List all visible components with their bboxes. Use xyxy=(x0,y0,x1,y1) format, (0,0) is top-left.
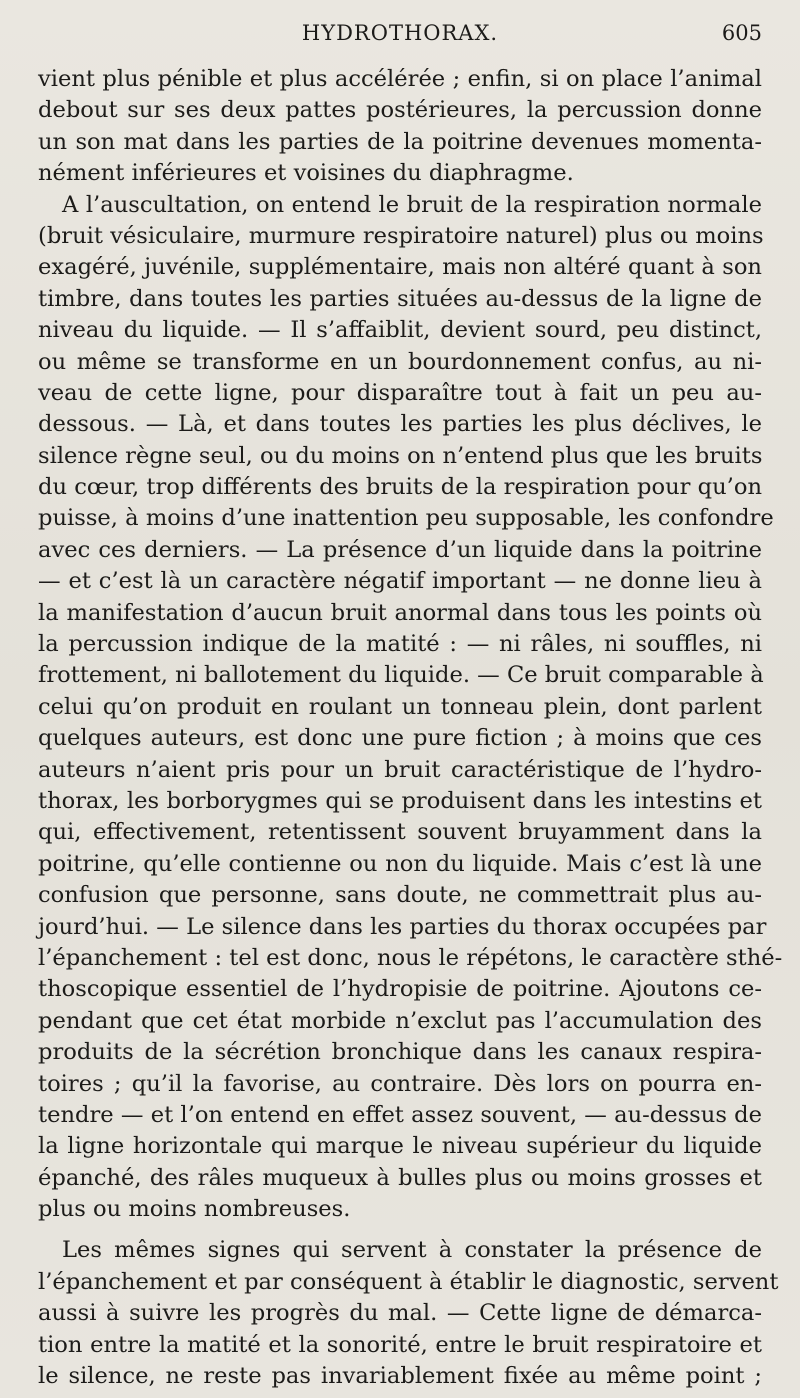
text-line: celui qu’on produit en roulant un tonneau plein, dont parlent xyxy=(38,693,762,720)
text-line: debout sur ses deux pattes postérieures, la percussion donne xyxy=(38,97,762,124)
running-title: HYDROTHORAX. xyxy=(301,21,499,45)
text-line: — et c’est là un caractère négatif important — ne donne lieu à xyxy=(38,568,762,595)
text-line: Les mêmes signes qui servent à constater la présence de xyxy=(62,1237,762,1264)
text-line: le silence, ne reste pas invariablement fixée au même point ; xyxy=(38,1363,762,1390)
text-line: poitrine, qu’elle contienne ou non du liquide. Mais c’est là une xyxy=(38,850,762,877)
page-number: 605 xyxy=(721,21,762,45)
text-line: niveau du liquide. — Il s’affaiblit, devient sourd, peu distinct, xyxy=(38,317,762,344)
text-line: avec ces derniers. — La présence d’un liquide dans la poitrine xyxy=(38,536,762,563)
text-line: la percussion indique de la matité : — ni râles, ni souffles, ni xyxy=(38,631,762,658)
text-line: pendant que cet état morbide n’exclut pas l’accumulation des xyxy=(38,1007,762,1034)
body-text xyxy=(38,64,783,1392)
text-line: l’épanchement et par conséquent à établir le diagnostic, servent xyxy=(38,1268,779,1295)
text-line: silence règne seul, ou du moins on n’entend plus que les bruits xyxy=(38,442,763,469)
text-line: toires ; qu’il la favorise, au contraire. Dès lors on pourra en- xyxy=(38,1070,762,1097)
text-line: du cœur, trop différents des bruits de la respiration pour qu’on xyxy=(38,474,762,501)
text-line: frottement, ni ballotement du liquide. — Ce bruit comparable à xyxy=(38,662,764,689)
text-line: épanché, des râles muqueux à bulles plus ou moins grosses et xyxy=(38,1164,762,1191)
text-line: veau de cette ligne, pour disparaître tout à fait un peu au- xyxy=(38,379,762,406)
page-header xyxy=(38,16,762,50)
text-line: exagéré, juvénile, supplémentaire, mais non altéré quant à son xyxy=(38,254,762,281)
text-line: thorax, les borborygmes qui se produisent dans les intestins et xyxy=(38,787,762,814)
paragraph-1 xyxy=(38,64,762,190)
text-line: auteurs n’aient pris pour un bruit caractéristique de l’hydro- xyxy=(38,756,762,783)
text-line: thoscopique essentiel de l’hydropisie de poitrine. Ajoutons ce- xyxy=(38,976,762,1003)
paragraph-3 xyxy=(38,1235,779,1392)
text-line: timbre, dans toutes les parties situées au-dessus de la ligne de xyxy=(38,285,762,312)
text-line: nément inférieures et voisines du diaphragme. xyxy=(38,160,574,187)
text-line: qui, effectivement, retentissent souvent bruyamment dans la xyxy=(38,819,762,846)
text-line: la ligne horizontale qui marque le niveau supérieur du liquide xyxy=(38,1133,762,1160)
text-line: jourd’hui. — Le silence dans les parties du thorax occupées par xyxy=(38,913,767,940)
text-line: plus ou moins nombreuses. xyxy=(38,1196,351,1223)
paragraph-gap xyxy=(38,1225,762,1235)
text-line: l’épanchement : tel est donc, nous le répétons, le caractère sthé- xyxy=(38,944,783,971)
text-line: un son mat dans les parties de la poitrine devenues momenta- xyxy=(38,128,762,155)
text-line: aussi à suivre les progrès du mal. — Cette ligne de démarca- xyxy=(38,1300,762,1327)
text-line: ou même se transforme en un bourdonnement confus, au ni- xyxy=(38,348,762,375)
text-line: quelques auteurs, est donc une pure fiction ; à moins que ces xyxy=(38,725,762,752)
text-line: A l’auscultation, on entend le bruit de la respiration normale xyxy=(62,191,762,218)
text-line: produits de la sécrétion bronchique dans les canaux respira- xyxy=(38,1039,762,1066)
text-line: vient plus pénible et plus accélérée ; enfin, si on place l’animal xyxy=(38,66,762,92)
paragraph-2 xyxy=(38,190,783,1226)
text-line: puisse, à moins d’une inattention peu supposable, les confondre xyxy=(38,505,774,532)
text-line: confusion que personne, sans doute, ne commettrait plus au- xyxy=(38,882,762,909)
text-line: dessous. — Là, et dans toutes les parties les plus déclives, le xyxy=(38,411,762,438)
text-line: tendre — et l’on entend en effet assez souvent, — au-dessus de xyxy=(38,1101,762,1128)
text-line: tion entre la matité et la sonorité, entre le bruit respiratoire et xyxy=(38,1331,762,1358)
text-line: (bruit vésiculaire, murmure respiratoire naturel) plus ou moins xyxy=(38,222,764,249)
text-line: la manifestation d’aucun bruit anormal dans tous les points où xyxy=(38,599,762,626)
